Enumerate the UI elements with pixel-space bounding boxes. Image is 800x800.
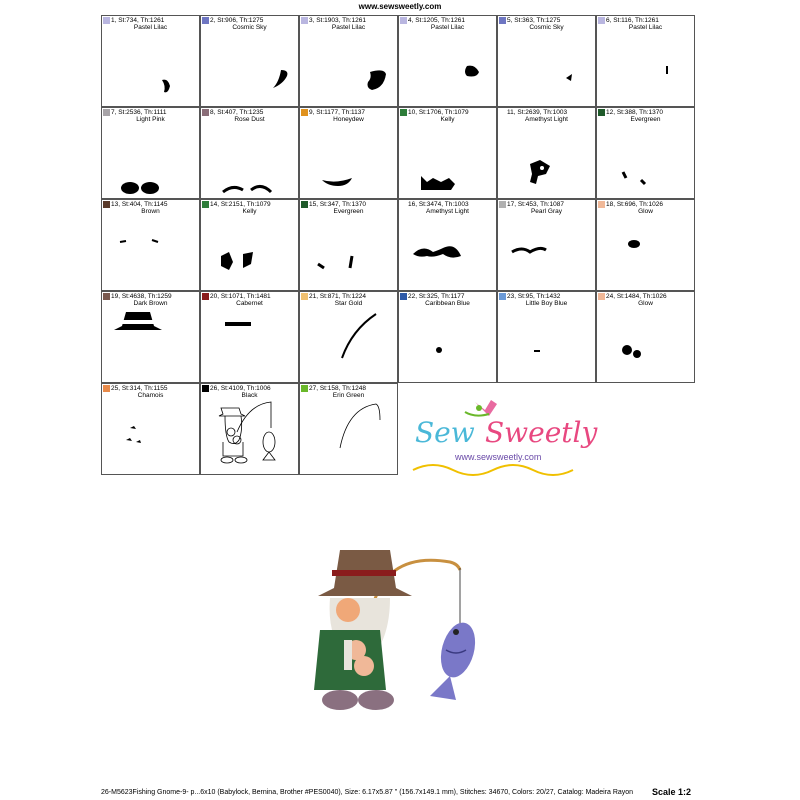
stitch-preview <box>102 214 201 292</box>
cell-info: 13, St:404, Th:1145 <box>111 201 168 208</box>
color-swatch <box>499 17 506 24</box>
color-swatch <box>400 17 407 24</box>
color-swatch <box>103 293 110 300</box>
stitch-preview <box>201 306 300 384</box>
color-cell <box>200 107 299 199</box>
cell-name: Pastel Lilac <box>133 24 168 31</box>
stitch-preview <box>399 214 498 292</box>
color-cell <box>497 107 596 199</box>
footer-description: 26-M5623Fishing Gnome-9- p...6x10 (Babylock, Bernina, Brother #PES0040), Size: 6.17x5.87 " (156.7x149.1 mm), Stitches: 34670, Colors: 20/27, Catalog: Madeira Rayon <box>101 789 634 796</box>
color-cell <box>101 15 200 107</box>
cell-info: 3, St:1903, Th:1261 <box>309 17 366 24</box>
cell-info: 7, St:2536, Th:1111 <box>111 109 167 116</box>
color-swatch <box>301 293 308 300</box>
cell-info: 19, St:4638, Th:1259 <box>111 293 172 300</box>
cell-info: 26, St:4109, Th:1006 <box>210 385 271 392</box>
color-swatch <box>400 109 407 116</box>
cell-info: 16, St:3474, Th:1003 <box>408 201 469 208</box>
color-swatch <box>202 17 209 24</box>
color-swatch <box>598 17 605 24</box>
stitch-preview <box>201 122 300 200</box>
stitch-preview <box>201 398 300 476</box>
stitch-preview <box>498 122 597 200</box>
cell-info: 12, St:388, Th:1370 <box>606 109 663 116</box>
stitch-preview <box>399 30 498 108</box>
color-swatch <box>400 201 407 208</box>
cell-info: 9, St:1177, Th:1137 <box>309 109 366 116</box>
cell-name: Evergreen <box>333 208 364 215</box>
cell-name: Glow <box>638 208 653 215</box>
stitch-preview <box>597 30 696 108</box>
color-swatch <box>202 201 209 208</box>
color-swatch <box>598 109 605 116</box>
cell-info: 20, St:1071, Th:1481 <box>210 293 271 300</box>
cell-info: 5, St:363, Th:1275 <box>507 17 561 24</box>
color-cell <box>299 199 398 291</box>
stitch-preview <box>498 214 597 292</box>
cell-name: Kelly <box>440 116 455 123</box>
svg-text:Sew: Sew <box>415 416 475 449</box>
color-cell <box>596 291 695 383</box>
stitch-preview <box>498 30 597 108</box>
color-cell <box>398 199 497 291</box>
cell-info: 11, St:2639, Th:1003 <box>507 109 568 116</box>
stitch-preview <box>300 306 399 384</box>
cell-info: 8, St:407, Th:1235 <box>210 109 264 116</box>
color-cell <box>398 15 497 107</box>
color-swatch <box>202 109 209 116</box>
color-cell <box>596 199 695 291</box>
stitch-preview <box>300 398 399 476</box>
cell-name: Cabernet <box>236 300 263 307</box>
color-cell <box>299 107 398 199</box>
stitch-preview <box>102 398 201 476</box>
color-cell <box>101 383 200 475</box>
cell-name: Glow <box>638 300 653 307</box>
cell-info: 6, St:116, Th:1261 <box>606 17 659 24</box>
stitch-preview <box>300 122 399 200</box>
cell-info: 24, St:1484, Th:1026 <box>606 293 667 300</box>
color-cell <box>497 291 596 383</box>
color-swatch <box>103 17 110 24</box>
cell-name: Caribbean Blue <box>425 300 470 307</box>
color-swatch <box>202 293 209 300</box>
cell-info: 18, St:696, Th:1026 <box>606 201 663 208</box>
stitch-preview <box>102 122 201 200</box>
color-swatch <box>598 201 605 208</box>
color-cell <box>200 291 299 383</box>
cell-name: Amethyst Light <box>525 116 568 123</box>
color-swatch <box>103 109 110 116</box>
cell-name: Erin Green <box>332 392 365 399</box>
color-swatch <box>103 385 110 392</box>
cell-info: 22, St:325, Th:1177 <box>408 293 465 300</box>
color-swatch <box>202 385 209 392</box>
cell-name: Pastel Lilac <box>430 24 465 31</box>
cell-name: Kelly <box>242 208 257 215</box>
color-swatch <box>598 293 605 300</box>
cell-info: 2, St:906, Th:1275 <box>210 17 264 24</box>
sew-sweetly-logo <box>405 390 615 480</box>
cell-name: Brown <box>141 208 160 215</box>
color-cell <box>101 107 200 199</box>
logo-url: www.sewsweetly.com <box>455 452 542 462</box>
color-swatch <box>400 293 407 300</box>
scale-label: Scale 1:2 <box>652 787 692 797</box>
color-cell <box>200 199 299 291</box>
color-swatch <box>301 17 308 24</box>
cell-info: 1, St:734, Th:1261 <box>111 17 165 24</box>
cell-name: Pastel Lilac <box>331 24 366 31</box>
cell-name: Rose Dust <box>234 116 265 123</box>
color-swatch <box>301 201 308 208</box>
color-cell <box>596 15 695 107</box>
stitch-preview <box>201 30 300 108</box>
color-cell <box>497 15 596 107</box>
cell-name: Dark Brown <box>133 300 168 307</box>
color-cell <box>299 15 398 107</box>
color-cell <box>101 291 200 383</box>
stitch-preview <box>399 122 498 200</box>
color-cell <box>200 15 299 107</box>
cell-name: Evergreen <box>630 116 661 123</box>
color-cell <box>200 383 299 475</box>
cell-info: 25, St:314, Th:1155 <box>111 385 168 392</box>
cell-info: 10, St:1706, Th:1079 <box>408 109 469 116</box>
color-cell <box>101 199 200 291</box>
cell-name: Light Pink <box>136 116 165 123</box>
stitch-preview <box>102 306 201 384</box>
color-cell <box>299 291 398 383</box>
color-cell <box>596 107 695 199</box>
stitch-preview <box>201 214 300 292</box>
color-swatch <box>499 109 506 116</box>
svg-text:Sweetly: Sweetly <box>485 416 598 449</box>
stitch-preview <box>597 122 696 200</box>
color-swatch <box>301 385 308 392</box>
cell-name: Black <box>241 392 258 399</box>
cell-name: Honeydew <box>333 116 364 123</box>
cell-name: Amethyst Light <box>426 208 469 215</box>
cell-info: 21, St:871, Th:1224 <box>309 293 366 300</box>
color-swatch <box>499 201 506 208</box>
stitch-preview <box>498 306 597 384</box>
stitch-preview <box>300 30 399 108</box>
color-cell <box>299 383 398 475</box>
cell-name: Cosmic Sky <box>529 24 564 31</box>
cell-info: 4, St:1205, Th:1261 <box>408 17 465 24</box>
stitch-preview <box>102 30 201 108</box>
cell-name: Cosmic Sky <box>232 24 267 31</box>
cell-name: Star Gold <box>334 300 363 307</box>
cell-name: Chamois <box>137 392 164 399</box>
stitch-preview <box>597 214 696 292</box>
cell-info: 23, St:95, Th:1432 <box>507 293 561 300</box>
color-swatch <box>499 293 506 300</box>
stitch-preview <box>300 214 399 292</box>
cell-info: 14, St:2151, Th:1079 <box>210 201 271 208</box>
color-cell <box>398 107 497 199</box>
color-cell <box>398 291 497 383</box>
cell-name: Pastel Lilac <box>628 24 663 31</box>
cell-name: Pearl Gray <box>530 208 563 215</box>
cell-info: 15, St:347, Th:1370 <box>309 201 366 208</box>
color-swatch <box>103 201 110 208</box>
site-url: www.sewsweetly.com <box>358 2 442 11</box>
cell-info: 17, St:453, Th:1087 <box>507 201 564 208</box>
gnome-illustration <box>300 540 500 730</box>
stitch-preview <box>597 306 696 384</box>
cell-info: 27, St:158, Th:1248 <box>309 385 366 392</box>
cell-name: Little Boy Blue <box>525 300 568 307</box>
color-cell <box>497 199 596 291</box>
color-swatch <box>301 109 308 116</box>
stitch-preview <box>399 306 498 384</box>
